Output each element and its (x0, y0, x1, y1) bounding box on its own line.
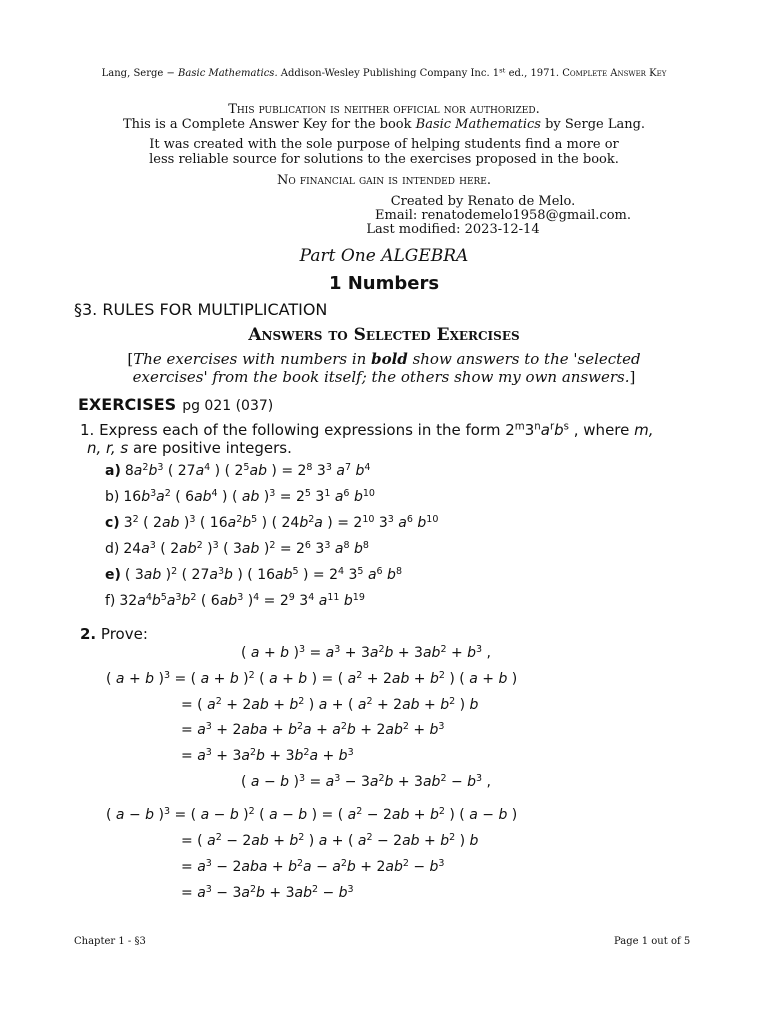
header-year: ed., 1971. (505, 68, 563, 79)
chapter-title: 1 Numbers (328, 273, 440, 294)
header-answer-key: Complete Answer Key (562, 68, 667, 79)
proof-sum-step-3: = $a^3 + 2aba + b^2a + a^2b + 2ab^2 + b^3$ (181, 720, 445, 738)
question-2: 2. Prove: (80, 625, 148, 643)
proof-diff-step-3: = $a^3 - 2aba + b^2a - a^2b + 2ab^2 - b^3$ (181, 857, 445, 875)
proof-diff-step-4: = $a^3 - 3a^2b + 3ab^2 - b^3$ (181, 883, 354, 901)
answer-1d: d) $24a^3$ ( $2ab^2$ )$^3$ ( 3ab )$^2 = 2^6$ $3^3$ $a^8$ $b^8$ (105, 539, 369, 557)
cube-difference-identity: ( a − b )$^3 = a^3 - 3a^2b + 3ab^2 - b^3$ , (241, 772, 491, 790)
part-title: Part One ALGEBRA (299, 246, 469, 266)
credits-modified: Last modified: 2023-12-14 (366, 222, 540, 237)
intro-line: This is a Complete Answer Key for the book Basic Mathematics by Serge Lang. (122, 117, 646, 132)
answers-title: Answers to Selected Exercises (248, 325, 520, 345)
question-1: 1. Express each of the following expressions in the form $2^m3^na^rb^s$ , where m, n, r, s are positive integers. (80, 421, 654, 457)
note-bold-word: bold (371, 350, 408, 368)
credits-email: Email: renatodemelo1958@gmail.com. (375, 208, 631, 223)
section-title: §3. RULES FOR MULTIPLICATION (74, 300, 328, 319)
answer-1f: f) $32a^4b^5a^3b^2$ ( $6ab^3$ )$^4 = 2^9$ $3^4$ $a^{11}$ $b^{19}$ (105, 591, 365, 609)
purpose-line-1: It was created with the sole purpose of helping students find a more or (149, 137, 619, 152)
purpose-line-2: less reliable source for solutions to the exercises proposed in the book. (149, 152, 619, 167)
disclaimer-line: This publication is neither official nor authorized. (228, 102, 540, 117)
note: [The exercises with numbers in bold show answers to the 'selected exercises' from the book itself; the others show my own answers.] (127, 350, 641, 386)
proof-diff-step-1: ( a − b )$^3$ = ( a − b )$^2$ ( a − b ) = ( $a^2 - 2ab + b^2$ ) ( a − b ) (106, 805, 518, 823)
exercises-page: pg 021 (037) (182, 398, 274, 414)
header-author: Lang, Serge − (101, 68, 179, 79)
answer-1c: c) $3^2$ ( 2ab )$^3$ ( $16a^2b^5$ ) ( $24b^2a$ ) = $2^{10}$ $3^3$ $a^6$ $b^{10}$ (105, 513, 439, 531)
header-edition-sup: st (499, 66, 506, 75)
footer-chapter: Chapter 1 - §3 (74, 936, 146, 947)
answer-1b: b) $16b^3a^2$ ( $6ab^4$ ) ( ab )$^3 = 2^5$ $3^1$ $a^6$ $b^{10}$ (105, 487, 375, 505)
exercises-label: EXERCISES (78, 395, 177, 414)
proof-sum-step-1: ( a + b )$^3$ = ( a + b )$^2$ ( a + b ) = ( $a^2 + 2ab + b^2$ ) ( a + b ) (106, 669, 518, 687)
cube-sum-identity: ( a + b )$^3 = a^3 + 3a^2b + 3ab^2 + b^3$ , (241, 643, 491, 661)
exercises-heading (78, 395, 273, 414)
no-gain-line: No financial gain is intended here. (277, 173, 491, 188)
proof-sum-step-4: = $a^3 + 3a^2b + 3b^2a + b^3$ (181, 746, 354, 764)
proof-sum-step-2: = ( $a^2 + 2ab + b^2$ ) a + ( $a^2 + 2ab + b^2$ ) b (181, 695, 479, 713)
proof-diff-step-2: = ( $a^2 - 2ab + b^2$ ) a + ( $a^2 - 2ab + b^2$ ) b (181, 831, 479, 849)
footer-page-number: Page 1 out of 5 (614, 936, 691, 947)
credits-created: Created by Renato de Melo. (390, 194, 576, 209)
page-header (0, 68, 768, 79)
answer-1e: e) ( 3ab )$^2$ ( $27a^3b$ ) ( $16ab^5$ ) = $2^4$ $3^5$ $a^6$ $b^8$ (105, 565, 402, 583)
header-book-title: Basic Mathematics. (178, 68, 278, 79)
answer-1a: a) $8a^2b^3$ ( $27a^4$ ) ( $2^5ab$ ) = $2^8$ $3^3$ $a^7$ $b^4$ (105, 461, 371, 479)
header-publisher: Addison-Wesley Publishing Company Inc. 1 (277, 68, 500, 79)
